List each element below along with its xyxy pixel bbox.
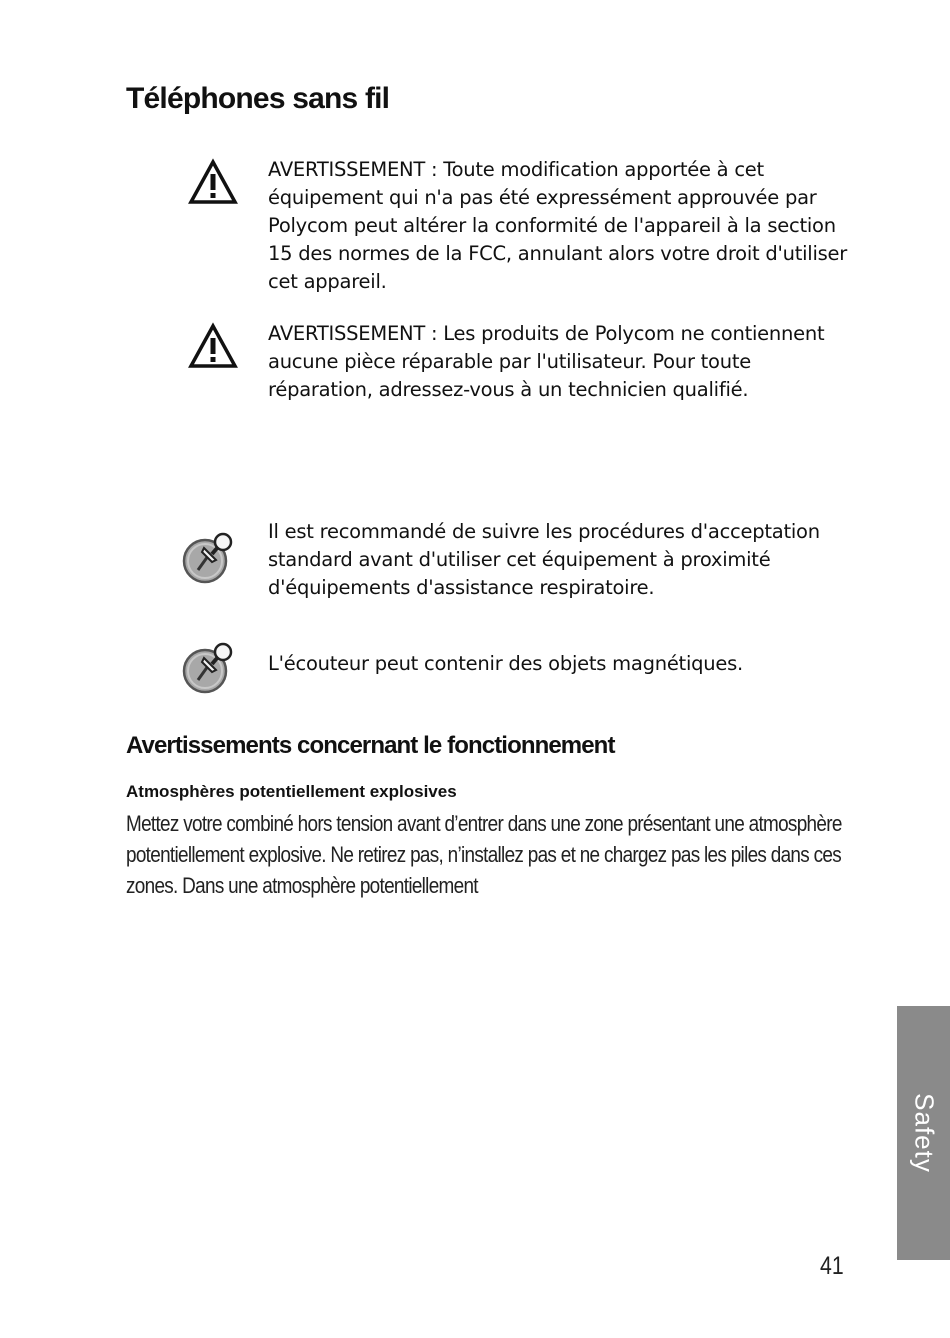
section-heading: Avertissements concernant le fonctionnement bbox=[126, 732, 615, 759]
page-number: 41 bbox=[820, 1252, 844, 1280]
pushpin-note-icon bbox=[178, 528, 244, 588]
side-tab-label: Safety bbox=[909, 1093, 939, 1173]
warning-text: AVERTISSEMENT : Les produits de Polycom ne contiennent aucune pièce réparable par l'utilisateur. Pour toute réparation, adressez-vous à un technicien qualifié. bbox=[268, 322, 825, 401]
body-paragraph: Mettez votre combiné hors tension avant d’entrer dans une zone présentant une atmosphère potentiellement explosive. Ne retirez pas, n’installez pas et ne chargez pas les piles dans ces zones. Dans une atmosphère potentiellement bbox=[126, 811, 842, 898]
warning-triangle-icon bbox=[186, 156, 252, 216]
subsection-heading: Atmosphères potentiellement explosives bbox=[126, 782, 457, 801]
pushpin-note-icon bbox=[178, 638, 244, 698]
warning-triangle-icon bbox=[186, 320, 252, 380]
page-title: Téléphones sans fil bbox=[126, 82, 390, 115]
note-text: Il est recommandé de suivre les procédures d'acceptation standard avant d'utiliser cet équipement à proximité d'équipements d'assistance respiratoire. bbox=[268, 520, 820, 599]
section-side-tab bbox=[897, 1006, 950, 1260]
note-text: L'écouteur peut contenir des objets magnétiques. bbox=[268, 652, 743, 675]
warning-text: AVERTISSEMENT : Toute modification apportée à cet équipement qui n'a pas été expressément approuvée par Polycom peut altérer la conformité de l'appareil à la section 15 des normes de la FCC, annulant alors votre droit d'utiliser cet appareil. bbox=[268, 158, 848, 293]
